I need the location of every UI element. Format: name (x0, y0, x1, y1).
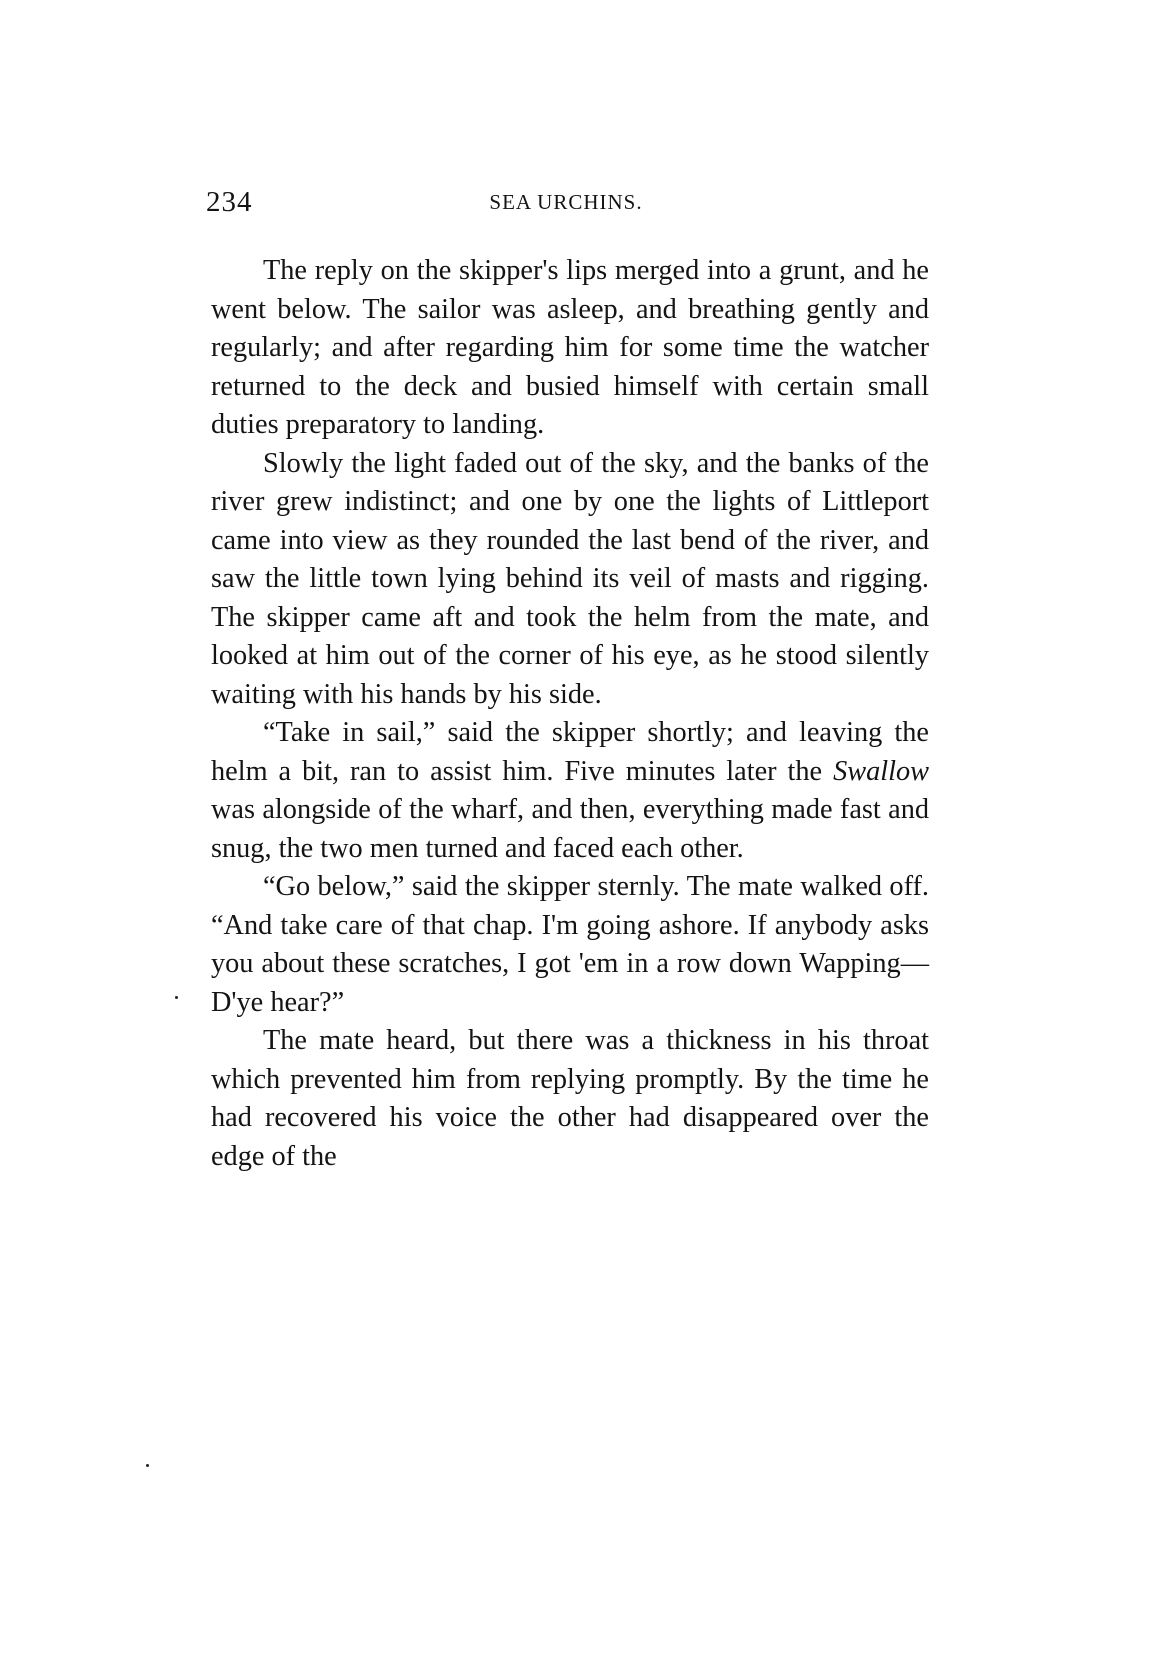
running-head (206, 186, 926, 226)
paragraph-3-start: “Take in sail,” said the skipper shortly; and leaving the helm a bit, ran to assist him. Five minutes later the (211, 717, 929, 787)
paragraph-3-end: was alongside of the wharf, and then, everything made fast and snug, the two men turned and faced each other. (211, 794, 929, 864)
paragraph-2: Slowly the light faded out of the sky, and the banks of the river grew indistinct; and one by one the lights of Littleport came into view as they rounded the last bend of the river, and saw the little town lying behind its veil of masts and rigging. The skipper came aft and took the helm from the mate, and looked at him out of the corner of his eye, as he stood silently waiting with his hands by his side. (211, 447, 929, 710)
stray-mark (175, 996, 178, 999)
body-text (211, 252, 929, 1176)
paragraph-1: The reply on the skipper's lips merged into a grunt, and he went below. The sailor was asleep, and breathing gently and regularly; and after regarding him for some time the watcher returned to the deck and busied himself with certain small duties preparatory to landing. (211, 255, 929, 440)
page-number: 234 (206, 186, 253, 218)
stray-mark (146, 1464, 149, 1467)
paragraph-4: “Go below,” said the skipper sternly. The mate walked off. “And take care of that chap. I'm going ashore. If anybody asks you about these scratches, I got 'em in a row down Wapping—D'ye hear?” (211, 871, 929, 1018)
paragraph-3 (211, 714, 929, 868)
ship-name: Swallow (833, 755, 929, 787)
paragraph-5: The mate heard, but there was a thickness in his throat which prevented him from replying promptly. By the time he had recovered his voice the other had disappeared over the edge of the (211, 1025, 929, 1172)
running-title: SEA URCHINS. (489, 190, 643, 214)
